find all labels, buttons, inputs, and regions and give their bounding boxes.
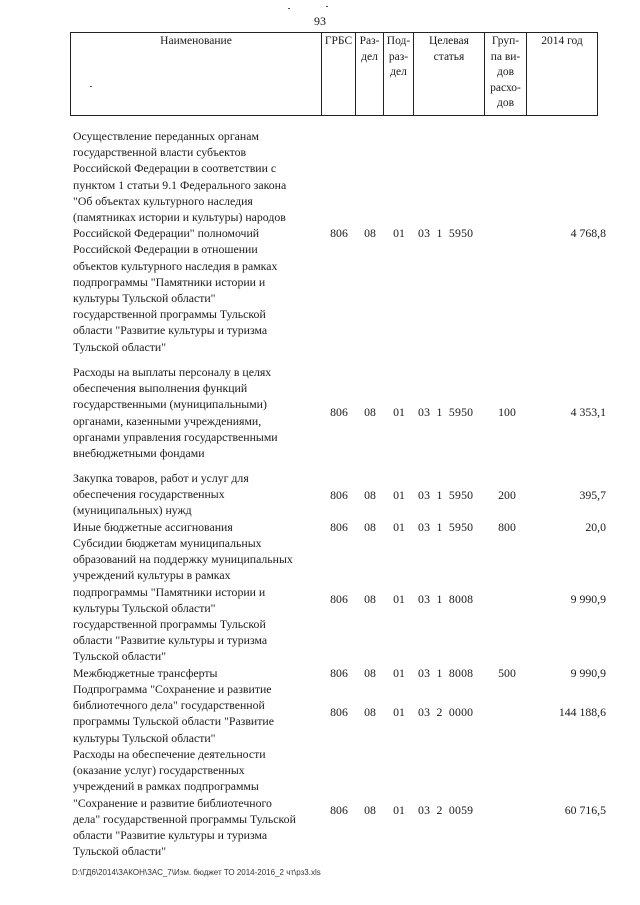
row-sum: 395,7 [579, 488, 606, 502]
row-name: Субсидии бюджетам муниципальных образований на поддержку муниципальных учреждений культуры в рамках подпрограммы "Памятники истории и культуры Тульской области" государственной программы Тульской области "Развитие культуры и туризма Тульской области" [73, 536, 293, 664]
row-celevaya-statya: 03 1 5950 [418, 520, 474, 534]
row-podrazdel: 01 [393, 666, 405, 680]
file-path-footer: D:\ГД6\2014\ЗАКОН\ЗАС_7\Изм. бюджет ТО 2014-2016_2 чт\рз3.xls [72, 868, 321, 877]
row-celevaya-statya: 03 1 8008 [418, 666, 474, 680]
row-razdel: 08 [364, 803, 376, 817]
row-name: Иные бюджетные ассигнования [73, 520, 233, 534]
row-razdel: 08 [364, 405, 376, 419]
row-razdel: 08 [364, 592, 376, 606]
row-name: Расходы на обеспечение деятельности (оказание услуг) государственных учреждений в рамках подпрограммы "Сохранение и развитие библиотечного дела" государственной программы Тульской области "Развитие культуры и туризма Тульской области" [73, 747, 296, 859]
row-grbs: 806 [330, 405, 348, 419]
row-celevaya-statya: 03 1 5950 [418, 226, 474, 240]
row-celevaya-statya: 03 2 0000 [418, 705, 474, 719]
header-celevaya-statya: Целевая статья [413, 33, 484, 115]
table-header [70, 32, 598, 116]
row-grbs: 806 [330, 666, 348, 680]
row-grbs: 806 [330, 705, 348, 719]
row-razdel: 08 [364, 520, 376, 534]
row-sum: 9 990,9 [570, 592, 606, 606]
row-celevaya-statya: 03 1 8008 [418, 592, 474, 606]
row-name: Осуществление переданных органам государственной власти субъектов Российской Федерации в соответствии с пунктом 1 статьи 9.1 Федерального закона "Об объектах культурного наследия (памятниках истории и культуры) народов Российской Федерации" полномочий Российской Федерации в отношении объектов культурного наследия в рамках подпрограммы "Памятники истории и культуры Тульской области" государственной программы Тульской области "Развитие культуры и туризма Тульской области" [73, 129, 287, 354]
row-podrazdel: 01 [393, 488, 405, 502]
row-podrazdel: 01 [393, 226, 405, 240]
row-grbs: 806 [330, 226, 348, 240]
row-sum: 4 353,1 [570, 405, 606, 419]
header-razdel: Раз- дел [355, 33, 383, 115]
row-name: Подпрограмма "Сохранение и развитие библиотечного дела" государственной программы Тульской области "Развитие культуры Тульской области" [73, 682, 274, 745]
row-grbs: 806 [330, 520, 348, 534]
header-name-label: Наименование [160, 35, 232, 47]
row-razdel: 08 [364, 488, 376, 502]
row-podrazdel: 01 [393, 705, 405, 719]
row-sum: 20,0 [585, 520, 606, 534]
header-year-2014: 2014 год [526, 33, 598, 115]
scan-speck [90, 86, 92, 87]
row-grbs: 806 [330, 803, 348, 817]
row-celevaya-statya: 03 1 5950 [418, 405, 474, 419]
row-grbs: 806 [330, 592, 348, 606]
header-name [70, 33, 321, 115]
header-podrazdel: Под- раз- дел [383, 33, 413, 115]
row-razdel: 08 [364, 705, 376, 719]
row-gruppa: 500 [498, 666, 516, 680]
row-podrazdel: 01 [393, 520, 405, 534]
row-gruppa: 800 [498, 520, 516, 534]
row-gruppa: 200 [498, 488, 516, 502]
row-sum: 144 188,6 [558, 705, 606, 719]
row-sum: 4 768,8 [570, 226, 606, 240]
row-gruppa: 100 [498, 405, 516, 419]
row-podrazdel: 01 [393, 405, 405, 419]
page-number: 93 [314, 14, 326, 28]
row-name: Закупка товаров, работ и услуг для обеспечения государственных (муниципальных) нужд [73, 471, 249, 518]
row-podrazdel: 01 [393, 803, 405, 817]
row-name: Межбюджетные трансферты [73, 666, 218, 680]
row-sum: 9 990,9 [570, 666, 606, 680]
row-celevaya-statya: 03 2 0059 [418, 803, 474, 817]
row-celevaya-statya: 03 1 5950 [418, 488, 474, 502]
row-podrazdel: 01 [393, 592, 405, 606]
row-sum: 60 716,5 [564, 803, 606, 817]
row-grbs: 806 [330, 488, 348, 502]
row-razdel: 08 [364, 226, 376, 240]
row-name: Расходы на выплаты персоналу в целях обеспечения выполнения функций государственными (муниципальными) органами, казенными учреждениями, органами управления государственными внебюджетными фондами [73, 365, 278, 461]
header-gruppa-vidov-rashodov: Груп- па ви- дов расхо- дов [484, 33, 526, 115]
scan-speck [326, 6, 328, 7]
header-grbs: ГРБС [321, 33, 355, 115]
scan-speck [288, 8, 290, 9]
row-razdel: 08 [364, 666, 376, 680]
